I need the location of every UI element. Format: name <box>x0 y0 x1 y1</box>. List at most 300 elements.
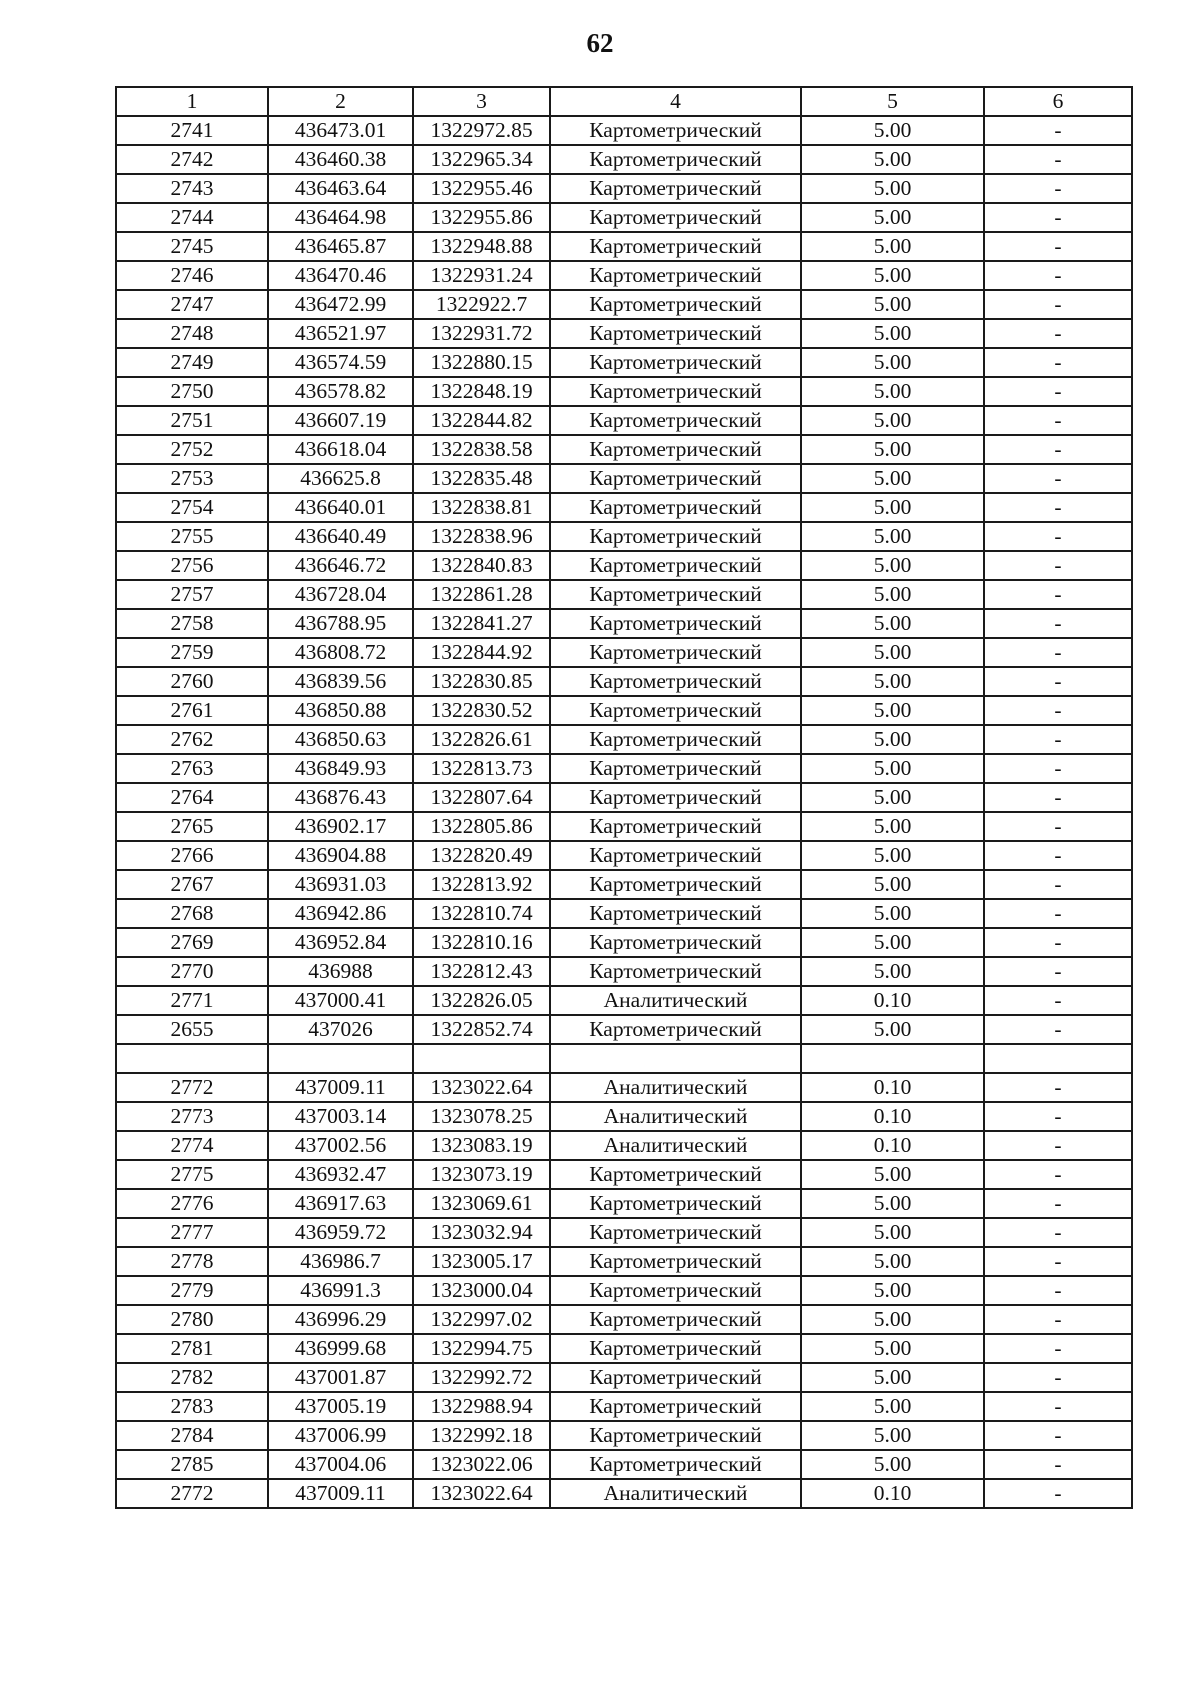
method-cell: Картометрический <box>550 174 801 203</box>
accuracy-cell: 5.00 <box>801 435 984 464</box>
method-cell: Аналитический <box>550 986 801 1015</box>
y-coordinate-cell: 1323083.19 <box>413 1131 550 1160</box>
y-coordinate-cell: 1322826.05 <box>413 986 550 1015</box>
accuracy-cell: 5.00 <box>801 464 984 493</box>
accuracy-cell: 5.00 <box>801 1305 984 1334</box>
method-cell: Картометрический <box>550 928 801 957</box>
x-coordinate-cell: 436640.49 <box>268 522 413 551</box>
accuracy-cell: 0.10 <box>801 986 984 1015</box>
y-coordinate-cell: 1322861.28 <box>413 580 550 609</box>
table-row <box>116 609 1132 638</box>
x-coordinate-cell: 436988 <box>268 957 413 986</box>
table-row <box>116 1421 1132 1450</box>
note-cell: - <box>984 1160 1132 1189</box>
table-row <box>116 203 1132 232</box>
accuracy-cell: 5.00 <box>801 232 984 261</box>
method-cell: Картометрический <box>550 203 801 232</box>
note-cell: - <box>984 1102 1132 1131</box>
y-coordinate-cell: 1322955.46 <box>413 174 550 203</box>
point-number-cell: 2747 <box>116 290 268 319</box>
header-row <box>116 87 1132 116</box>
note-cell: - <box>984 1276 1132 1305</box>
method-cell: Аналитический <box>550 1131 801 1160</box>
point-number-cell: 2779 <box>116 1276 268 1305</box>
y-coordinate-cell: 1322922.7 <box>413 290 550 319</box>
note-cell: - <box>984 174 1132 203</box>
y-coordinate-cell: 1322931.72 <box>413 319 550 348</box>
x-coordinate-cell: 436850.63 <box>268 725 413 754</box>
y-coordinate-cell: 1322992.72 <box>413 1363 550 1392</box>
accuracy-cell: 5.00 <box>801 116 984 145</box>
point-number-cell: 2753 <box>116 464 268 493</box>
note-cell: - <box>984 957 1132 986</box>
table-row <box>116 261 1132 290</box>
accuracy-cell: 0.10 <box>801 1102 984 1131</box>
note-cell: - <box>984 928 1132 957</box>
x-coordinate-cell: 436618.04 <box>268 435 413 464</box>
x-coordinate-cell: 437005.19 <box>268 1392 413 1421</box>
y-coordinate-cell: 1322972.85 <box>413 116 550 145</box>
x-coordinate-cell: 437001.87 <box>268 1363 413 1392</box>
point-number-cell: 2777 <box>116 1218 268 1247</box>
note-cell: - <box>984 1450 1132 1479</box>
note-cell: - <box>984 1218 1132 1247</box>
accuracy-cell: 5.00 <box>801 319 984 348</box>
y-coordinate-cell: 1322813.92 <box>413 870 550 899</box>
x-coordinate-cell: 436902.17 <box>268 812 413 841</box>
method-cell: Картометрический <box>550 580 801 609</box>
table-row <box>116 957 1132 986</box>
y-coordinate-cell: 1322835.48 <box>413 464 550 493</box>
method-cell: Картометрический <box>550 667 801 696</box>
y-coordinate-cell: 1322805.86 <box>413 812 550 841</box>
table-row <box>116 174 1132 203</box>
x-coordinate-cell: 436986.7 <box>268 1247 413 1276</box>
y-coordinate-cell: 1322820.49 <box>413 841 550 870</box>
point-number-cell: 2770 <box>116 957 268 986</box>
y-coordinate-cell: 1323069.61 <box>413 1189 550 1218</box>
table-row <box>116 1131 1132 1160</box>
note-cell: - <box>984 1479 1132 1508</box>
y-coordinate-cell: 1322997.02 <box>413 1305 550 1334</box>
table-row <box>116 638 1132 667</box>
point-number-cell: 2745 <box>116 232 268 261</box>
accuracy-cell: 5.00 <box>801 841 984 870</box>
method-cell: Картометрический <box>550 609 801 638</box>
accuracy-cell: 0.10 <box>801 1073 984 1102</box>
x-coordinate-cell: 436917.63 <box>268 1189 413 1218</box>
accuracy-cell: 5.00 <box>801 1450 984 1479</box>
x-coordinate-cell: 437002.56 <box>268 1131 413 1160</box>
y-coordinate-cell: 1322965.34 <box>413 145 550 174</box>
y-coordinate-cell: 1322813.73 <box>413 754 550 783</box>
header-cell-col3: 3 <box>413 87 550 116</box>
y-coordinate-cell: 1322830.85 <box>413 667 550 696</box>
note-cell: - <box>984 435 1132 464</box>
accuracy-cell: 5.00 <box>801 928 984 957</box>
point-number-cell: 2767 <box>116 870 268 899</box>
point-number-cell: 2778 <box>116 1247 268 1276</box>
x-coordinate-cell: 436849.93 <box>268 754 413 783</box>
x-coordinate-cell: 436839.56 <box>268 667 413 696</box>
x-coordinate-cell: 436521.97 <box>268 319 413 348</box>
x-coordinate-cell: 436625.8 <box>268 464 413 493</box>
point-number-cell: 2743 <box>116 174 268 203</box>
y-coordinate-cell: 1322841.27 <box>413 609 550 638</box>
accuracy-cell: 5.00 <box>801 1276 984 1305</box>
point-number-cell: 2751 <box>116 406 268 435</box>
x-coordinate-cell: 437009.11 <box>268 1073 413 1102</box>
note-cell: - <box>984 609 1132 638</box>
accuracy-cell: 5.00 <box>801 551 984 580</box>
table-row <box>116 1450 1132 1479</box>
point-number-cell: 2781 <box>116 1334 268 1363</box>
method-cell: Картометрический <box>550 1392 801 1421</box>
note-cell: - <box>984 1363 1132 1392</box>
note-cell: - <box>984 1421 1132 1450</box>
point-number-cell: 2742 <box>116 145 268 174</box>
accuracy-cell: 5.00 <box>801 406 984 435</box>
x-coordinate-cell: 436932.47 <box>268 1160 413 1189</box>
x-coordinate-cell: 436788.95 <box>268 609 413 638</box>
note-cell <box>984 1044 1132 1073</box>
y-coordinate-cell: 1322838.81 <box>413 493 550 522</box>
method-cell: Картометрический <box>550 377 801 406</box>
accuracy-cell: 5.00 <box>801 580 984 609</box>
x-coordinate-cell: 436574.59 <box>268 348 413 377</box>
y-coordinate-cell: 1322840.83 <box>413 551 550 580</box>
point-number-cell: 2755 <box>116 522 268 551</box>
method-cell: Картометрический <box>550 406 801 435</box>
accuracy-cell: 5.00 <box>801 754 984 783</box>
table-row <box>116 1073 1132 1102</box>
x-coordinate-cell: 436952.84 <box>268 928 413 957</box>
note-cell: - <box>984 1073 1132 1102</box>
point-number-cell: 2752 <box>116 435 268 464</box>
point-number-cell: 2744 <box>116 203 268 232</box>
table-row <box>116 319 1132 348</box>
table-row <box>116 667 1132 696</box>
accuracy-cell: 5.00 <box>801 812 984 841</box>
table-row <box>116 145 1132 174</box>
point-number-cell: 2655 <box>116 1015 268 1044</box>
x-coordinate-cell: 437000.41 <box>268 986 413 1015</box>
note-cell: - <box>984 290 1132 319</box>
point-number-cell: 2759 <box>116 638 268 667</box>
x-coordinate-cell: 436607.19 <box>268 406 413 435</box>
point-number-cell: 2749 <box>116 348 268 377</box>
method-cell: Картометрический <box>550 870 801 899</box>
method-cell: Картометрический <box>550 1160 801 1189</box>
coordinates-table <box>115 86 1133 1509</box>
table-row <box>116 1276 1132 1305</box>
accuracy-cell: 0.10 <box>801 1131 984 1160</box>
note-cell: - <box>984 986 1132 1015</box>
method-cell: Картометрический <box>550 116 801 145</box>
table-body <box>116 116 1132 1508</box>
point-number-cell: 2772 <box>116 1479 268 1508</box>
note-cell: - <box>984 116 1132 145</box>
accuracy-cell: 5.00 <box>801 174 984 203</box>
point-number-cell: 2748 <box>116 319 268 348</box>
x-coordinate-cell: 436959.72 <box>268 1218 413 1247</box>
note-cell: - <box>984 464 1132 493</box>
table-row <box>116 522 1132 551</box>
x-coordinate-cell: 437004.06 <box>268 1450 413 1479</box>
table-row <box>116 1363 1132 1392</box>
x-coordinate-cell: 437006.99 <box>268 1421 413 1450</box>
accuracy-cell: 5.00 <box>801 1363 984 1392</box>
method-cell: Картометрический <box>550 1276 801 1305</box>
x-coordinate-cell: 436578.82 <box>268 377 413 406</box>
note-cell: - <box>984 667 1132 696</box>
table-row <box>116 493 1132 522</box>
x-coordinate-cell: 436464.98 <box>268 203 413 232</box>
x-coordinate-cell: 437003.14 <box>268 1102 413 1131</box>
header-cell-col6: 6 <box>984 87 1132 116</box>
accuracy-cell: 5.00 <box>801 348 984 377</box>
note-cell: - <box>984 1392 1132 1421</box>
x-coordinate-cell: 436460.38 <box>268 145 413 174</box>
x-coordinate-cell: 437009.11 <box>268 1479 413 1508</box>
method-cell: Картометрический <box>550 522 801 551</box>
table-row <box>116 1218 1132 1247</box>
y-coordinate-cell: 1323022.64 <box>413 1479 550 1508</box>
table-row <box>116 580 1132 609</box>
table-row <box>116 928 1132 957</box>
note-cell: - <box>984 899 1132 928</box>
accuracy-cell: 5.00 <box>801 1247 984 1276</box>
x-coordinate-cell: 436472.99 <box>268 290 413 319</box>
y-coordinate-cell: 1322992.18 <box>413 1421 550 1450</box>
table-row <box>116 899 1132 928</box>
x-coordinate-cell: 436876.43 <box>268 783 413 812</box>
method-cell: Картометрический <box>550 348 801 377</box>
method-cell <box>550 1044 801 1073</box>
table-row <box>116 290 1132 319</box>
x-coordinate-cell: 436991.3 <box>268 1276 413 1305</box>
y-coordinate-cell: 1322931.24 <box>413 261 550 290</box>
note-cell: - <box>984 145 1132 174</box>
point-number-cell: 2764 <box>116 783 268 812</box>
point-number-cell: 2757 <box>116 580 268 609</box>
accuracy-cell: 5.00 <box>801 783 984 812</box>
table-row <box>116 986 1132 1015</box>
y-coordinate-cell: 1322955.86 <box>413 203 550 232</box>
point-number-cell: 2768 <box>116 899 268 928</box>
note-cell: - <box>984 1015 1132 1044</box>
accuracy-cell: 5.00 <box>801 493 984 522</box>
note-cell: - <box>984 841 1132 870</box>
table-row <box>116 435 1132 464</box>
x-coordinate-cell: 436904.88 <box>268 841 413 870</box>
y-coordinate-cell: 1322830.52 <box>413 696 550 725</box>
table-row <box>116 1247 1132 1276</box>
method-cell: Картометрический <box>550 1305 801 1334</box>
method-cell: Картометрический <box>550 1421 801 1450</box>
y-coordinate-cell: 1322826.61 <box>413 725 550 754</box>
x-coordinate-cell <box>268 1044 413 1073</box>
point-number-cell: 2746 <box>116 261 268 290</box>
method-cell: Аналитический <box>550 1479 801 1508</box>
method-cell: Картометрический <box>550 696 801 725</box>
point-number-cell: 2763 <box>116 754 268 783</box>
point-number-cell: 2756 <box>116 551 268 580</box>
method-cell: Картометрический <box>550 1334 801 1363</box>
accuracy-cell: 5.00 <box>801 1015 984 1044</box>
table-row <box>116 725 1132 754</box>
y-coordinate-cell: 1322844.82 <box>413 406 550 435</box>
x-coordinate-cell: 436942.86 <box>268 899 413 928</box>
method-cell: Картометрический <box>550 1189 801 1218</box>
note-cell: - <box>984 261 1132 290</box>
x-coordinate-cell: 436931.03 <box>268 870 413 899</box>
header-cell-col2: 2 <box>268 87 413 116</box>
accuracy-cell: 5.00 <box>801 1421 984 1450</box>
table-row <box>116 696 1132 725</box>
note-cell: - <box>984 783 1132 812</box>
table-row <box>116 1160 1132 1189</box>
note-cell: - <box>984 870 1132 899</box>
accuracy-cell: 5.00 <box>801 638 984 667</box>
accuracy-cell: 5.00 <box>801 899 984 928</box>
note-cell: - <box>984 232 1132 261</box>
note-cell: - <box>984 1247 1132 1276</box>
table-row <box>116 1479 1132 1508</box>
method-cell: Картометрический <box>550 754 801 783</box>
accuracy-cell: 5.00 <box>801 725 984 754</box>
accuracy-cell: 5.00 <box>801 290 984 319</box>
note-cell: - <box>984 377 1132 406</box>
method-cell: Картометрический <box>550 232 801 261</box>
method-cell: Картометрический <box>550 464 801 493</box>
table-row <box>116 754 1132 783</box>
point-number-cell: 2750 <box>116 377 268 406</box>
table-header <box>116 87 1132 116</box>
point-number-cell: 2775 <box>116 1160 268 1189</box>
method-cell: Картометрический <box>550 435 801 464</box>
x-coordinate-cell: 436850.88 <box>268 696 413 725</box>
point-number-cell: 2758 <box>116 609 268 638</box>
y-coordinate-cell: 1322810.74 <box>413 899 550 928</box>
point-number-cell: 2784 <box>116 1421 268 1450</box>
y-coordinate-cell: 1322988.94 <box>413 1392 550 1421</box>
y-coordinate-cell: 1323078.25 <box>413 1102 550 1131</box>
point-number-cell <box>116 1044 268 1073</box>
accuracy-cell: 5.00 <box>801 1189 984 1218</box>
note-cell: - <box>984 812 1132 841</box>
x-coordinate-cell: 436465.87 <box>268 232 413 261</box>
point-number-cell: 2774 <box>116 1131 268 1160</box>
table-row <box>116 1305 1132 1334</box>
point-number-cell: 2760 <box>116 667 268 696</box>
method-cell: Картометрический <box>550 638 801 667</box>
page-number: 62 <box>586 28 614 58</box>
x-coordinate-cell: 436470.46 <box>268 261 413 290</box>
accuracy-cell: 5.00 <box>801 522 984 551</box>
method-cell: Картометрический <box>550 899 801 928</box>
point-number-cell: 2754 <box>116 493 268 522</box>
y-coordinate-cell: 1323022.06 <box>413 1450 550 1479</box>
note-cell: - <box>984 319 1132 348</box>
accuracy-cell: 5.00 <box>801 261 984 290</box>
x-coordinate-cell: 436996.29 <box>268 1305 413 1334</box>
table-row <box>116 406 1132 435</box>
point-number-cell: 2785 <box>116 1450 268 1479</box>
table-row <box>116 1392 1132 1421</box>
accuracy-cell: 5.00 <box>801 1160 984 1189</box>
table-row <box>116 812 1132 841</box>
point-number-cell: 2782 <box>116 1363 268 1392</box>
note-cell: - <box>984 696 1132 725</box>
table-row <box>116 348 1132 377</box>
note-cell: - <box>984 638 1132 667</box>
method-cell: Картометрический <box>550 261 801 290</box>
point-number-cell: 2769 <box>116 928 268 957</box>
table-row <box>116 116 1132 145</box>
header-cell-col5: 5 <box>801 87 984 116</box>
note-cell: - <box>984 348 1132 377</box>
point-number-cell: 2783 <box>116 1392 268 1421</box>
method-cell: Картометрический <box>550 551 801 580</box>
method-cell: Картометрический <box>550 1363 801 1392</box>
x-coordinate-cell: 436463.64 <box>268 174 413 203</box>
y-coordinate-cell: 1323005.17 <box>413 1247 550 1276</box>
method-cell: Картометрический <box>550 1247 801 1276</box>
method-cell: Картометрический <box>550 290 801 319</box>
x-coordinate-cell: 436999.68 <box>268 1334 413 1363</box>
y-coordinate-cell: 1322994.75 <box>413 1334 550 1363</box>
table-row <box>116 464 1132 493</box>
accuracy-cell: 5.00 <box>801 203 984 232</box>
note-cell: - <box>984 1131 1132 1160</box>
accuracy-cell <box>801 1044 984 1073</box>
table-row <box>116 232 1132 261</box>
note-cell: - <box>984 754 1132 783</box>
y-coordinate-cell: 1323000.04 <box>413 1276 550 1305</box>
method-cell: Картометрический <box>550 841 801 870</box>
method-cell: Картометрический <box>550 1218 801 1247</box>
x-coordinate-cell: 436473.01 <box>268 116 413 145</box>
table-row <box>116 870 1132 899</box>
method-cell: Картометрический <box>550 725 801 754</box>
table-row <box>116 1015 1132 1044</box>
point-number-cell: 2761 <box>116 696 268 725</box>
method-cell: Картометрический <box>550 1015 801 1044</box>
y-coordinate-cell: 1323022.64 <box>413 1073 550 1102</box>
method-cell: Картометрический <box>550 1450 801 1479</box>
y-coordinate-cell: 1322838.96 <box>413 522 550 551</box>
y-coordinate-cell: 1323073.19 <box>413 1160 550 1189</box>
accuracy-cell: 5.00 <box>801 1218 984 1247</box>
y-coordinate-cell: 1322807.64 <box>413 783 550 812</box>
table-row <box>116 783 1132 812</box>
accuracy-cell: 5.00 <box>801 1392 984 1421</box>
table-row <box>116 1334 1132 1363</box>
point-number-cell: 2773 <box>116 1102 268 1131</box>
table-row <box>116 1102 1132 1131</box>
y-coordinate-cell <box>413 1044 550 1073</box>
note-cell: - <box>984 493 1132 522</box>
point-number-cell: 2766 <box>116 841 268 870</box>
method-cell: Картометрический <box>550 812 801 841</box>
accuracy-cell: 5.00 <box>801 870 984 899</box>
note-cell: - <box>984 1334 1132 1363</box>
x-coordinate-cell: 436640.01 <box>268 493 413 522</box>
accuracy-cell: 0.10 <box>801 1479 984 1508</box>
point-number-cell: 2762 <box>116 725 268 754</box>
table-row <box>116 377 1132 406</box>
